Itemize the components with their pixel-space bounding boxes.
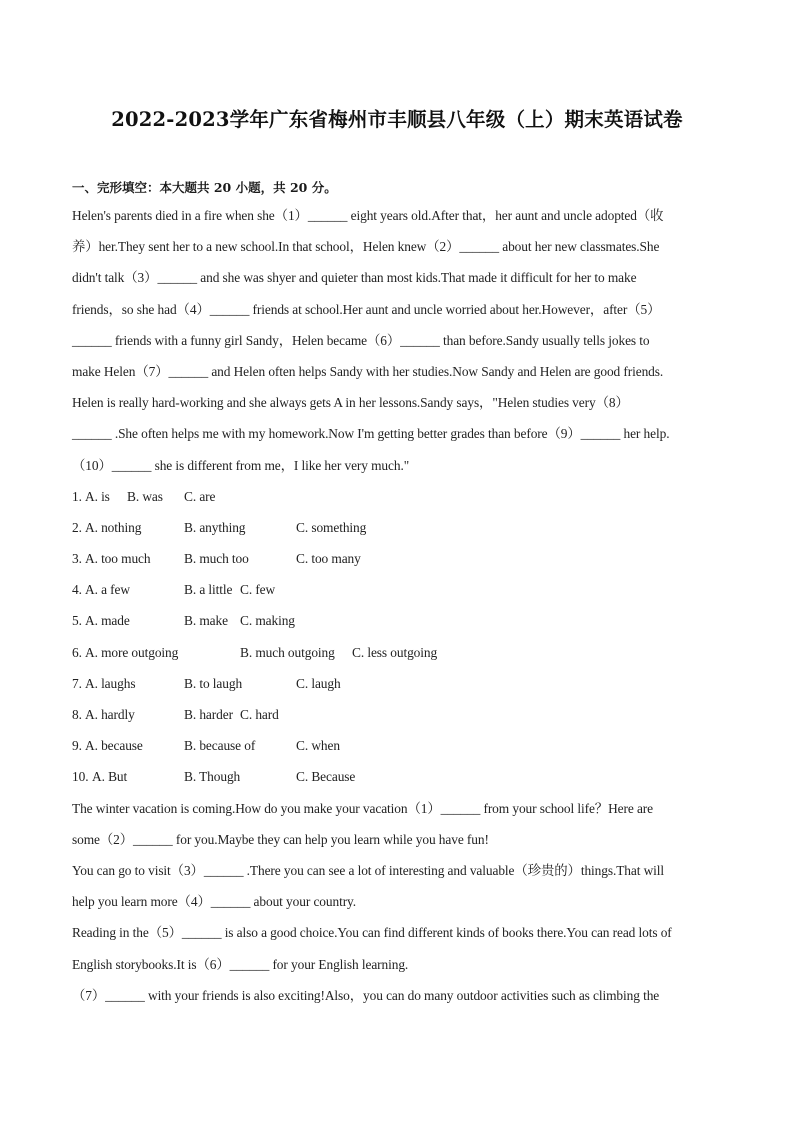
passage-line: The winter vacation is coming.How do you make your vacation（1）______ from your school life？Here are: [72, 800, 653, 816]
exam-body: [72, 200, 724, 1011]
passage-1: [72, 200, 724, 481]
option-b[interactable]: B. anything: [184, 519, 246, 535]
passage-line: （10）______ she is different from me，I like her very much.": [72, 457, 410, 473]
option-b[interactable]: B. much outgoing: [240, 644, 335, 660]
question-number: 4.: [72, 582, 82, 598]
option-b[interactable]: B. harder: [184, 707, 233, 722]
exam-title: 2022-2023学年广东省梅州市丰顺县八年级（上）期末英语试卷: [111, 108, 683, 131]
passage-line: friends，so she had（4）______ friends at school.Her aunt and uncle worried about her.However，after（5）: [72, 301, 661, 317]
option-c[interactable]: C. laugh: [296, 675, 341, 691]
question-number: 2.: [72, 519, 82, 535]
passage-line: ______ friends with a funny girl Sandy，Helen became（6）______ than before.Sandy usually tells jokes to: [72, 332, 650, 348]
passage-line: help you learn more（4）______ about your country.: [72, 894, 357, 910]
option-a[interactable]: A. more outgoing: [85, 644, 179, 660]
option-a[interactable]: A. nothing: [85, 519, 142, 535]
option-a[interactable]: A. made: [85, 613, 130, 629]
option-c[interactable]: C. something: [296, 519, 367, 535]
question-number: 9.: [72, 738, 82, 754]
question-row: [72, 699, 724, 730]
question-row: [72, 730, 724, 761]
section-heading: 一、完形填空：本大题共 20 小题，共 20 分。: [72, 180, 337, 195]
option-b[interactable]: B. a little: [184, 582, 233, 598]
question-row: [72, 761, 724, 792]
passage-line: You can go to visit（3）______ .There you can see a lot of interesting and valuable（珍贵的）things.That will: [72, 862, 665, 878]
question-number: 8.: [72, 707, 82, 722]
option-b[interactable]: B. because of: [184, 738, 256, 754]
option-c[interactable]: C. too many: [296, 551, 361, 567]
question-number: 6.: [72, 644, 82, 660]
option-c[interactable]: C. making: [240, 613, 295, 629]
option-b[interactable]: B. to laugh: [184, 675, 243, 691]
question-row: [72, 574, 724, 605]
passage-line: some（2）______ for you.Maybe they can help you learn while you have fun!: [72, 831, 489, 847]
option-a[interactable]: A. because: [85, 738, 143, 754]
question-row: [72, 481, 724, 512]
passage-line: Reading in the（5）______ is also a good choice.You can find different kinds of books there.You can read lots of: [72, 925, 672, 941]
option-c[interactable]: C. few: [240, 582, 276, 598]
passage-line: Helen's parents died in a fire when she（1）______ eight years old.After that，her aunt and uncle adopted（收: [72, 208, 664, 223]
option-c[interactable]: C. less outgoing: [352, 644, 438, 660]
passage-line: didn't talk（3）______ and she was shyer and quieter than most kids.That made it difficult for her to make: [72, 270, 637, 286]
question-number: 7.: [72, 675, 82, 691]
question-number: 5.: [72, 613, 82, 629]
option-a[interactable]: A. hardly: [85, 707, 135, 722]
question-number: 1.: [72, 488, 82, 504]
option-c[interactable]: C. Because: [296, 769, 356, 785]
question-row: [72, 668, 724, 699]
option-a[interactable]: A. too much: [85, 551, 151, 567]
option-a[interactable]: A. is: [85, 488, 110, 504]
passage-line: Helen is really hard-working and she always gets A in her lessons.Sandy says，"Helen studies very（8）: [72, 395, 629, 411]
option-c[interactable]: C. hard: [240, 707, 279, 722]
question-row: [72, 543, 724, 574]
question-number: 10.: [72, 769, 89, 785]
question-list: [72, 481, 724, 793]
option-c[interactable]: C. are: [184, 488, 216, 504]
option-a[interactable]: A. a few: [85, 582, 130, 598]
option-b[interactable]: B. was: [127, 488, 163, 504]
passage-line: English storybooks.It is（6）______ for your English learning.: [72, 956, 409, 972]
question-row: [72, 605, 724, 636]
option-a[interactable]: A. laughs: [85, 675, 136, 691]
option-b[interactable]: B. Though: [184, 769, 241, 785]
passage-line: ______ .She often helps me with my homework.Now I'm getting better grades than before（9）______ her help.: [72, 426, 670, 442]
question-number: 3.: [72, 551, 82, 567]
question-row: [72, 637, 724, 668]
option-b[interactable]: B. much too: [184, 551, 249, 567]
passage-line: （7）______ with your friends is also exciting!Also，you can do many outdoor activities such as climbing the: [72, 987, 660, 1003]
option-a[interactable]: A. But: [92, 769, 128, 785]
option-b[interactable]: B. make: [184, 613, 228, 629]
passage-2: [72, 793, 724, 1011]
passage-line: make Helen（7）______ and Helen often helps Sandy with her studies.Now Sandy and Helen are good friends.: [72, 363, 664, 379]
question-row: [72, 512, 724, 543]
passage-line: 养）her.They sent her to a new school.In that school，Helen knew（2）______ about her new classmates.She: [72, 239, 660, 255]
option-c[interactable]: C. when: [296, 738, 340, 754]
